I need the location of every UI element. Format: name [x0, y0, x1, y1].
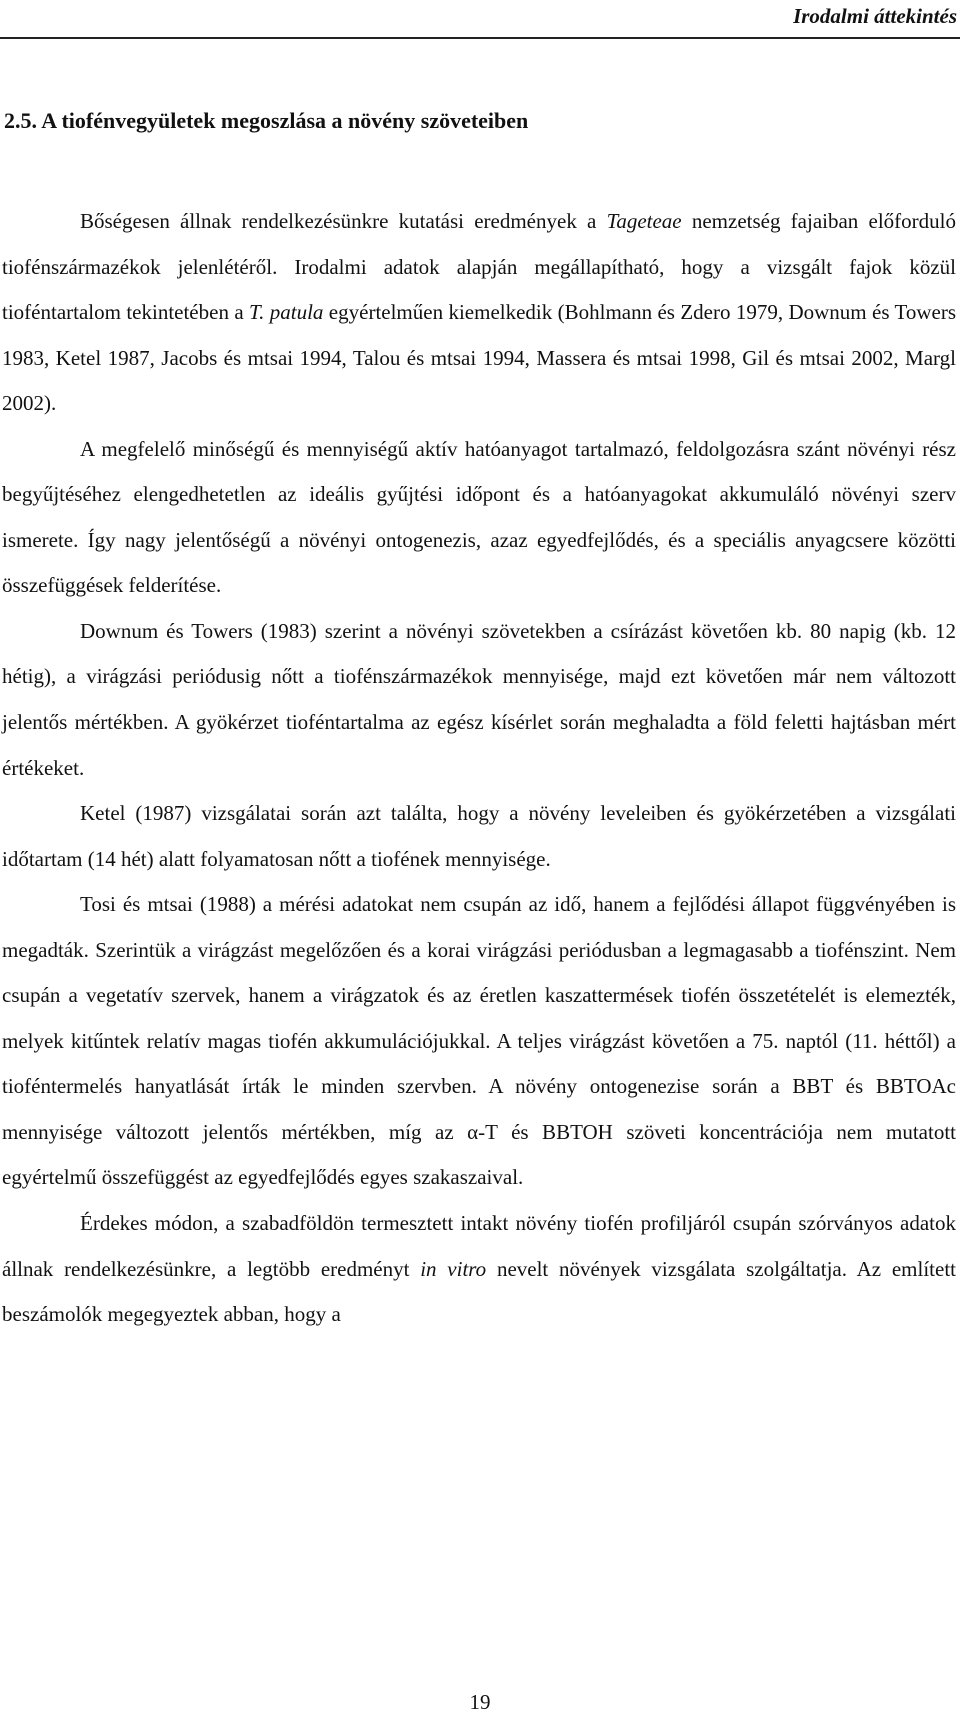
text-run: Tosi és mtsai (1988) a mérési adatokat nem csupán az idő, hanem a fejlődési állapot függvényében is megadták. Szerintük a virágzást megelőzően és a korai virágzási periódusban a legmagasabb a tiofénszint. Nem csupán a vegetatív szervek, hanem a virágzatok és az éretlen kaszattermések tiofén összetételét is elemezték, melyek kitűntek relatív magas tiofén akkumulációjukkal. A teljes virágzást követően a 75. naptól (11. héttől) a tioféntermelés hanyatlását írták le minden szervben. A növény ontogenezise során a BBT és BBTOAc mennyisége változott jelentős mértékben, míg az α-T és BBTOH szöveti koncentrációja nem mutatott egyértelmű összefüggést az egyedfejlődés egyes szakaszaival. [2, 892, 956, 1190]
paragraph [2, 791, 956, 882]
text-run: Downum és Towers (1983) szerint a növényi szövetekben a csírázást követően kb. 80 napig (kb. 12 hétig), a virágzási periódusig nőtt a tiofénszármazékok mennyisége, majd ezt követően már nem változott jelentős mértékben. A gyökérzet tioféntartalma az egész kísérlet során meghaladta a föld feletti hajtásban mért értékeket. [2, 618, 956, 780]
text-run: nemzetség fajaiban előforduló tiofénszármazékok jelenlétéről. Irodalmi adatok alapján megállapítható, hogy a vizsgált fajok közül tioféntartalom tekintetében a [2, 209, 956, 325]
running-header [0, 0, 960, 44]
paragraph [2, 199, 956, 427]
paragraph [2, 1201, 956, 1338]
body-text [2, 199, 956, 1338]
paragraph [2, 609, 956, 791]
page-number: 19 [469, 1690, 491, 1714]
text-run: A megfelelő minőségű és mennyiségű aktív hatóanyagot tartalmazó, feldolgozásra szánt növényi rész begyűjtéséhez elengedhetetlen az ideális gyűjtési időpont és a hatóanyagokat akkumuláló növényi szerv ismerete. Így nagy jelentőségű a növényi ontogenezis, azaz egyedfejlődés, és a speciális anyagcsere közötti összefüggések felderítése. [2, 436, 956, 598]
text-run: Érdekes módon, a szabadföldön termesztett intakt növény tiofén profiljáról csupán szórványos adatok állnak rendelkezésünkre, a legtöbb eredményt [2, 1211, 956, 1281]
header-title: Irodalmi áttekintés [793, 4, 957, 28]
text-run: Ketel (1987) vizsgálatai során azt találta, hogy a növény leveleiben és gyökérzetében a vizsgálati időtartam (14 hét) alatt folyamatosan nőtt a tiofének mennyisége. [2, 801, 956, 871]
header-divider [0, 37, 960, 39]
text-run: Bőségesen állnak rendelkezésünkre kutatási eredmények a [80, 209, 607, 233]
text-run: nevelt növények vizsgálata szolgáltatja. Az említett beszámolók megegyeztek abban, hogy a [2, 1256, 956, 1327]
text-run: egyértelműen kiemelkedik (Bohlmann és Zdero 1979, Downum és Towers 1983, Ketel 1987, Jacobs és mtsai 1994, Talou és mtsai 1994, Massera és mtsai 1998, Gil és mtsai 2002, Margl 2002). [2, 300, 957, 416]
italic-text: T. patula [249, 300, 324, 325]
italic-text: Tageteae [606, 209, 682, 233]
paragraph [2, 427, 956, 609]
section-heading: 2.5. A tiofénvegyületek megoszlása a növény szöveteiben [4, 108, 529, 133]
paragraph [2, 882, 956, 1201]
italic-text: in vitro [420, 1256, 487, 1281]
